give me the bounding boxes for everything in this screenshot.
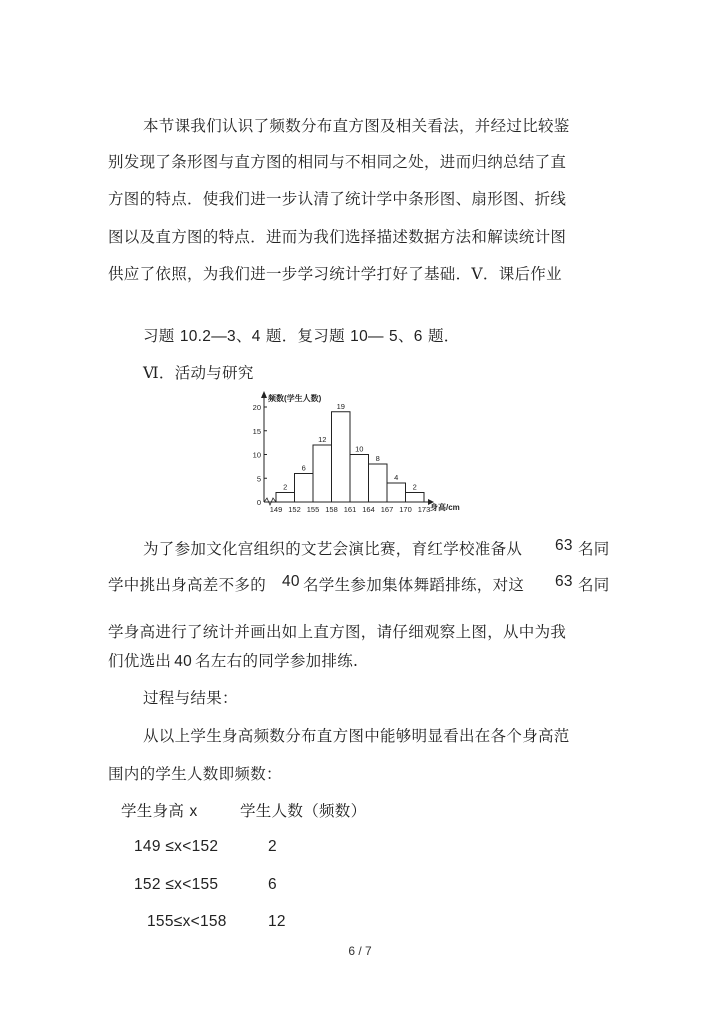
table-row-count: 6 <box>268 876 277 893</box>
histogram-bar <box>387 483 406 502</box>
problem-number: 63 <box>555 537 573 554</box>
problem-line: 为了参加文化宫组织的文艺会演比赛，育红学校准备从 <box>143 540 523 558</box>
problem-line: 学身高进行了统计并画出如上直方图，请仔细观察上图，从中为我 <box>108 623 567 641</box>
x-tick-label: 164 <box>362 505 375 514</box>
histogram-bar <box>369 464 388 502</box>
table-header-height <box>121 799 198 821</box>
bar-value-label: 10 <box>355 444 364 454</box>
bar-value-label: 2 <box>412 482 417 492</box>
x-tick-label: 173 <box>417 505 431 514</box>
homework-text: 题．复习题 <box>265 327 345 345</box>
homework-number: 5、6 <box>389 328 423 345</box>
homework-number: —3、4 <box>211 328 261 345</box>
bar-value-label: 19 <box>336 401 345 411</box>
histogram-bar <box>350 455 369 503</box>
homework-line <box>143 324 460 346</box>
paragraph-line: 图以及直方图的特点．进而为我们选择描述数据方法和解读统计图 <box>108 228 567 246</box>
paragraph-line: 别发现了条形图与直方图的相同与不相同之处，进而归纳总结了直 <box>108 153 567 171</box>
x-tick-label: 161 <box>343 505 357 514</box>
histogram-bar <box>332 412 351 502</box>
table-row-count: 12 <box>268 913 286 930</box>
process-title: 过程与结果： <box>143 689 238 707</box>
histogram-bar <box>313 445 332 502</box>
paragraph-line: 本节课我们认识了频数分布直方图及相关看法，并经过比较鉴 <box>143 117 570 135</box>
histogram-bar <box>295 474 314 503</box>
problem-number: 40 <box>282 573 300 590</box>
bar-value-label: 8 <box>375 454 380 463</box>
x-tick-label: 155 <box>306 505 320 514</box>
bar-value-label: 2 <box>283 482 288 492</box>
table-header-text: 学生身高 <box>121 802 185 820</box>
histogram-chart <box>238 388 478 522</box>
homework-text: 题． <box>427 327 460 345</box>
problem-line: 学中挑出身高差不多的 <box>108 576 267 594</box>
problem-line: 名同 <box>578 540 610 558</box>
y-tick-label: 20 <box>252 403 261 412</box>
bar-value-label: 6 <box>301 463 306 473</box>
problem-text: 名左右的同学参加排练. <box>195 652 359 670</box>
x-tick-label: 158 <box>325 505 338 514</box>
bar-value-label: 4 <box>394 473 399 482</box>
y-axis-title: 频数(学生人数) <box>268 394 322 403</box>
table-row-count: 2 <box>268 838 277 855</box>
table-row-range: 155≤x<158 <box>147 913 227 930</box>
process-line: 围内的学生人数即频数： <box>108 765 282 783</box>
paragraph-line: 供应了依照，为我们进一步学习统计学打好了基础．Ⅴ．课后作业 <box>108 265 562 283</box>
paragraph-line: 方图的特点．使我们进一步认清了统计学中条形图、扇形图、折线 <box>108 190 567 208</box>
y-axis-arrow <box>261 391 267 398</box>
histogram-bar <box>276 493 295 503</box>
page-number: 6 / 7 <box>348 944 372 958</box>
process-line: 从以上学生身高频数分布直方图中能够明显看出在各个身高范 <box>143 727 570 745</box>
x-tick-label: 170 <box>399 505 412 514</box>
problem-line: 名学生参加集体舞蹈排练，对这 <box>303 576 525 594</box>
table-header-count: 学生人数（频数） <box>240 802 367 820</box>
x-tick-label: 152 <box>288 505 301 514</box>
x-tick-label: 167 <box>380 505 394 514</box>
table-row-range: 152 ≤x<155 <box>134 876 219 893</box>
y-tick-label: 0 <box>256 498 261 507</box>
homework-number: 10.2 <box>179 328 212 345</box>
histogram-bar <box>406 493 425 503</box>
y-tick-label: 5 <box>256 474 261 484</box>
homework-number: 10— <box>350 328 384 345</box>
homework-text: 习题 <box>143 327 175 345</box>
x-tick-label: 149 <box>269 505 283 514</box>
y-tick-label: 15 <box>252 426 261 436</box>
bar-value-label: 12 <box>318 435 327 444</box>
y-tick-label: 10 <box>252 450 261 460</box>
problem-line <box>108 649 358 671</box>
problem-line: 名同 <box>578 576 610 594</box>
section-heading: Ⅵ．活动与研究 <box>143 364 254 382</box>
problem-number: 63 <box>555 573 573 590</box>
table-row-range: 149 ≤x<152 <box>134 838 219 855</box>
table-header-var: x <box>189 803 198 820</box>
problem-text: 们优选出 <box>108 652 172 670</box>
problem-number: 40 <box>174 653 193 670</box>
x-axis-title: 身高/cm <box>430 503 460 512</box>
